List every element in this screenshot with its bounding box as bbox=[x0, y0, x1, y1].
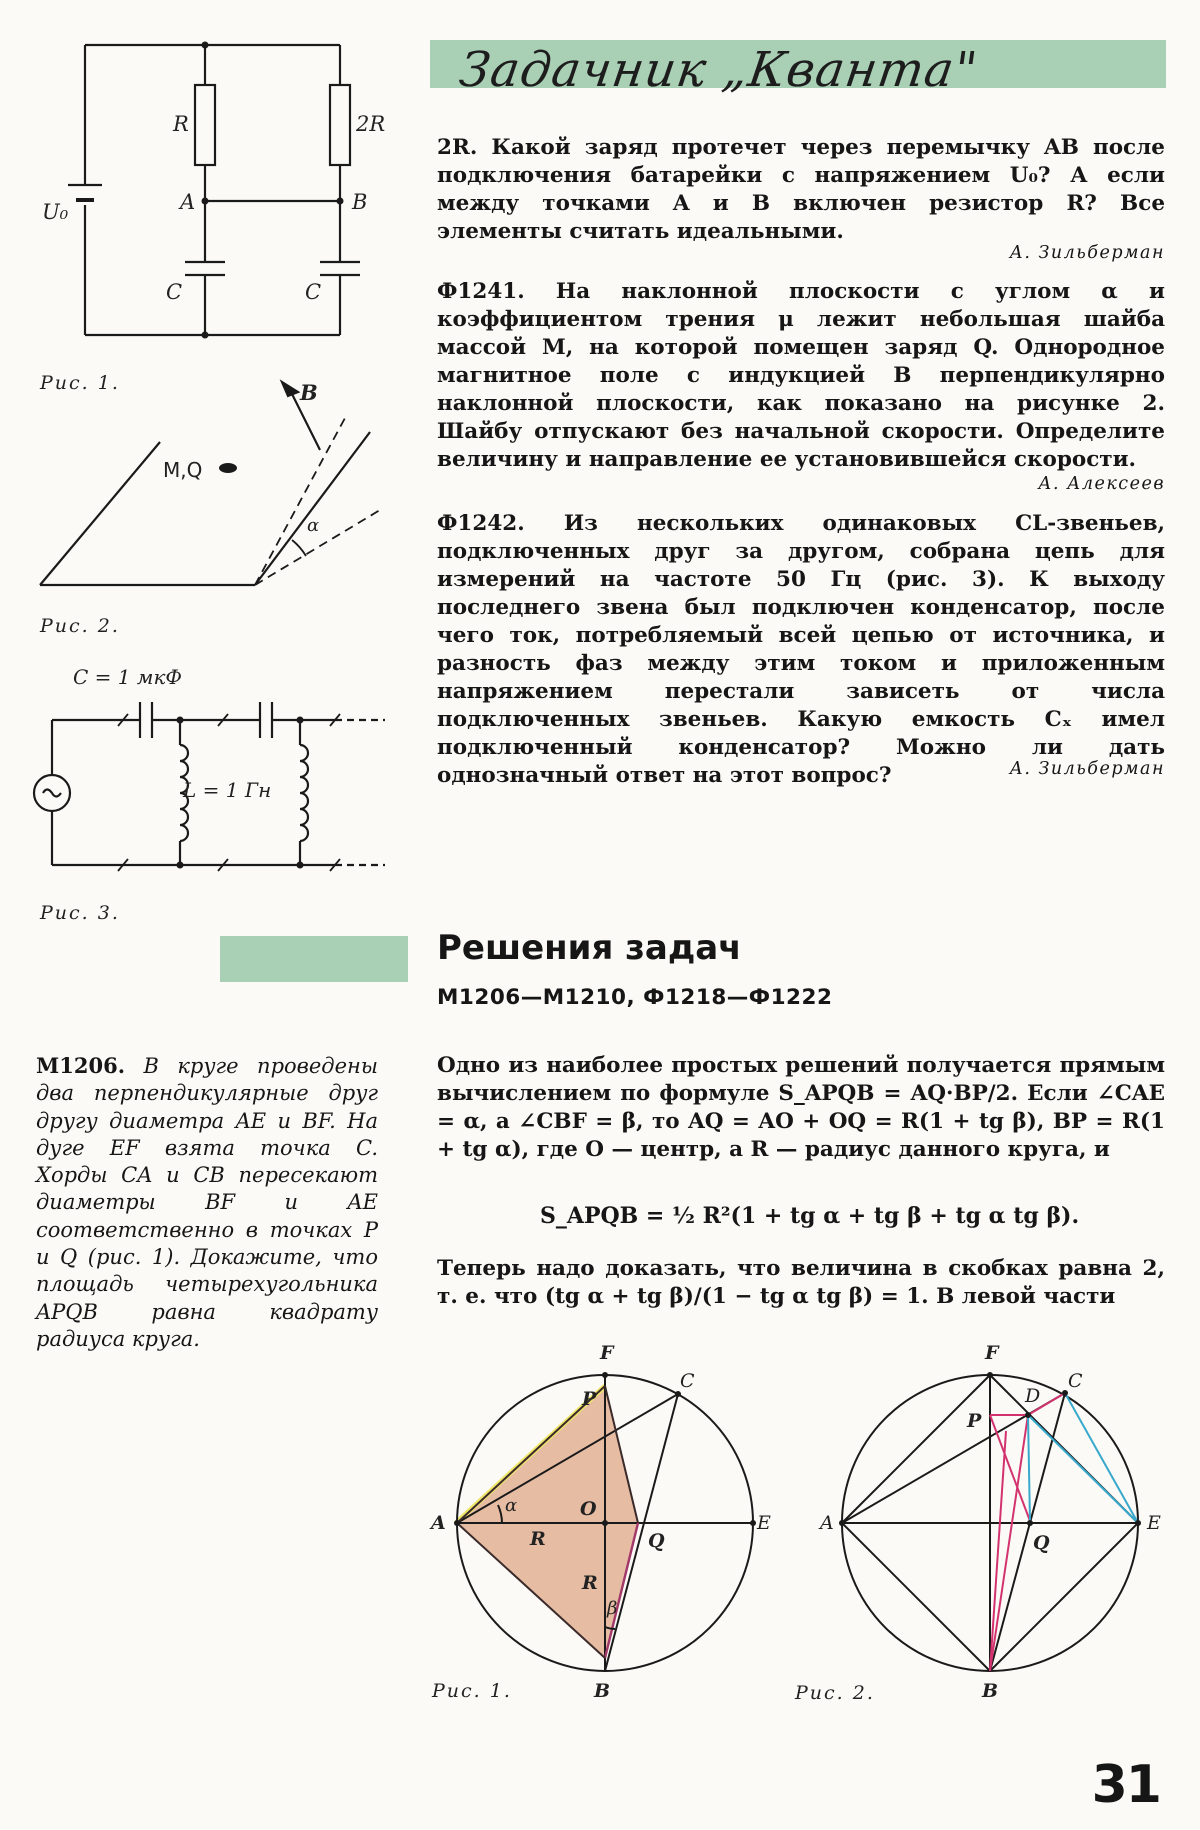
m1206-label: М1206. bbox=[36, 1053, 126, 1078]
author-zilberman-1: А. Зильберман bbox=[1009, 243, 1165, 263]
author-alekseev: А. Алексеев bbox=[1038, 474, 1165, 494]
author-zilberman-2: А. Зильберман bbox=[1009, 759, 1165, 779]
solutions-title: Решения задач bbox=[437, 928, 742, 968]
c1-label-Q: Q bbox=[648, 1530, 665, 1552]
solution-formula: S_APQB = ½ R²(1 + tg α + tg β + tg α tg β). bbox=[540, 1203, 1080, 1229]
m1206-statement bbox=[36, 1052, 378, 1353]
label-alpha: α bbox=[307, 515, 320, 536]
m1206-text: В круге проведены два перпендикулярные друг другу диаметра AE и BF. На дуге EF взята точка C. Хорды CA и CB пересекают диаметры BF и AE соответственно в точках P и Q (рис. 1). Докажите, что площадь четырехугольника APQB равна квадрату радиуса круга. bbox=[36, 1054, 378, 1351]
c1-label-F: F bbox=[600, 1342, 614, 1364]
c2-label-D: D bbox=[1025, 1385, 1041, 1407]
caption-fig2: Рис. 2. bbox=[40, 615, 120, 637]
c2-label-C: C bbox=[1068, 1370, 1083, 1392]
c2-label-B: B bbox=[982, 1680, 999, 1702]
figure-incline-2 bbox=[30, 380, 390, 600]
c1-label-P: P bbox=[582, 1388, 597, 1410]
label-R: R bbox=[173, 112, 189, 136]
label-2R: 2R bbox=[356, 112, 386, 136]
label-U0: U₀ bbox=[42, 200, 69, 224]
c1-label-R1: R bbox=[530, 1528, 546, 1550]
figure-circuit-1 bbox=[40, 30, 380, 350]
problem-continuation: 2R. Какой заряд протечет через перемычку AB после подключения батарейки с напряжением U₀? А если между точками A и B включен резистор R? Все элементы считать идеальными. bbox=[437, 135, 1165, 244]
c2-label-A: A bbox=[820, 1512, 834, 1534]
solution-para-1: Одно из наиболее простых решений получается прямым вычислением по формуле S_APQB = AQ·BP/2. Если ∠CAE = α, а ∠CBF = β, то AQ = AO + OQ = R(1 + tg β), BP = R(1 + tg α), где O — центр, а R — радиус данного круга, и bbox=[437, 1053, 1165, 1162]
c2-label-F: F bbox=[985, 1342, 999, 1364]
solution-para-2: Теперь надо доказать, что величина в скобках равна 2, т. е. что (tg α + tg β)/(1 − tg α tg β) = 1. В левой части bbox=[437, 1256, 1165, 1309]
label-B: B bbox=[352, 190, 368, 214]
caption-circle-2: Рис. 2. bbox=[795, 1682, 875, 1704]
solutions-subtitle: М1206—М1210, Ф1218—Ф1222 bbox=[437, 985, 833, 1010]
header-title: Задачник „Кванта" bbox=[456, 42, 982, 98]
figure-circle-2 bbox=[825, 1335, 1165, 1665]
problem-f1241: Ф1241. На наклонной плоскости с углом α и коэффициентом трения μ лежит небольшая шайба массой M, на которой помещен заряд Q. Однородное магнитное поле с индукцией B перпендикулярно наклонной плоскости, как показано на рисунке 2. Шайбу отпускают без начальной скорости. Определите величину и направление ее установившейся скорости. bbox=[437, 279, 1165, 472]
c2-label-Q: Q bbox=[1033, 1532, 1050, 1554]
c1-label-O: O bbox=[580, 1498, 597, 1520]
c1-label-E: E bbox=[757, 1512, 771, 1534]
caption-fig1: Рис. 1. bbox=[40, 372, 120, 394]
label-C-value: C = 1 мкФ bbox=[73, 665, 182, 689]
c1-label-B: B bbox=[594, 1680, 611, 1702]
caption-fig3: Рис. 3. bbox=[40, 902, 120, 924]
c1-label-R2: R bbox=[582, 1572, 598, 1594]
c1-label-A: A bbox=[431, 1512, 446, 1534]
problem-f1242: Ф1242. Из нескольких одинаковых CL-звеньев, подключенных друг за другом, собрана цепь для измерений на частоте 50 Гц (рис. 3). К выходу последнего звена был подключен конденсатор, после чего ток, потребляемый всей цепью от источника, и разность фаз между этим током и приложенным напряжением перестали зависеть от числа подключенных звеньев. Какую емкость Cₓ имел подключенный конденсатор? Можно ли дать однозначный ответ на этот вопрос? bbox=[437, 511, 1165, 788]
label-B-field: B bbox=[300, 380, 318, 405]
c1-label-alpha: α bbox=[505, 1495, 518, 1516]
c2-label-P: P bbox=[967, 1410, 982, 1432]
label-A: A bbox=[180, 190, 196, 214]
c1-label-C: C bbox=[680, 1370, 695, 1392]
label-C2: C bbox=[305, 280, 322, 304]
c2-label-E: E bbox=[1147, 1512, 1161, 1534]
section-color-block bbox=[220, 936, 408, 982]
c1-label-beta: β bbox=[607, 1598, 618, 1619]
label-L-value: L = 1 Гн bbox=[183, 778, 272, 802]
page-number: 31 bbox=[1091, 1755, 1160, 1815]
label-C1: C bbox=[166, 280, 183, 304]
caption-circle-1: Рис. 1. bbox=[432, 1680, 512, 1702]
label-MQ: M,Q bbox=[163, 458, 203, 482]
